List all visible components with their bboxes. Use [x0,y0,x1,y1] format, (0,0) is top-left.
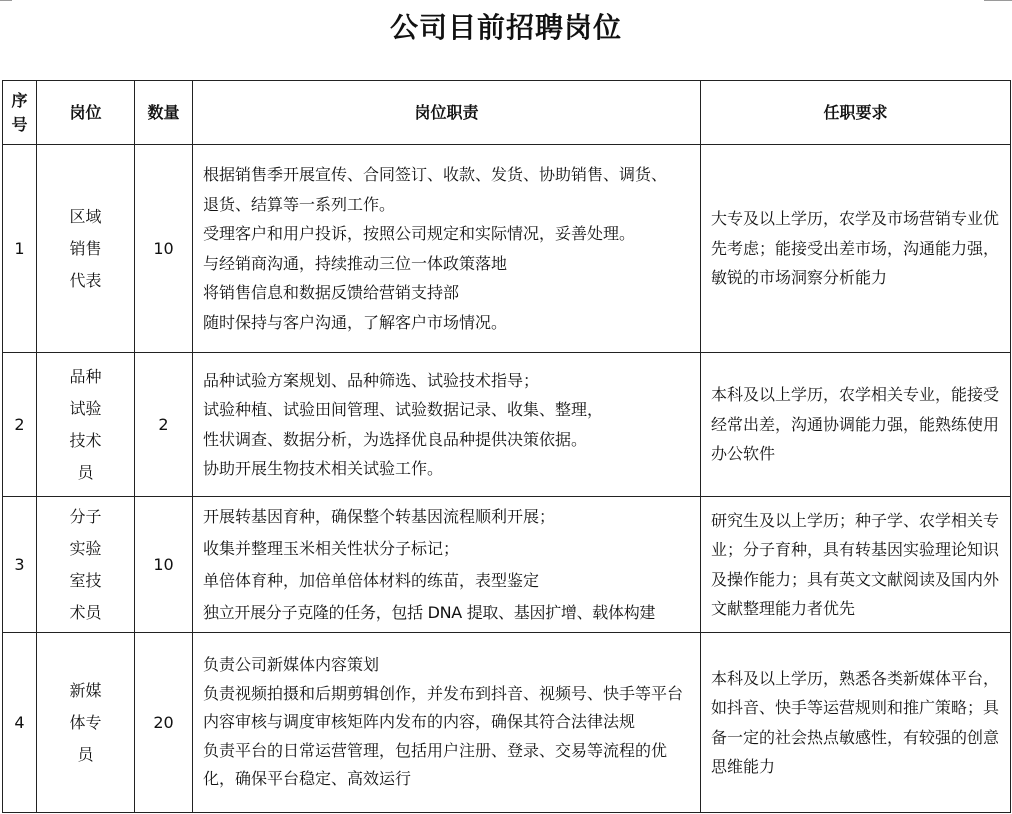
row-position: 新媒体专员 [37,633,135,813]
duty-line: 内容审核与调度审核矩阵内发布的内容，确保其符合法律法规 [203,712,636,732]
row-count: 10 [135,497,193,633]
row-duties [193,633,701,813]
duty-line: 负责公司新媒体内容策划 [203,655,380,675]
row-position: 分子实验室技术员 [37,497,135,633]
duty-line: 独立开展分子克隆的任务，包括 DNA 提取、基因扩增、载体构建 [203,602,656,622]
header-requirements: 任职要求 [701,81,1011,145]
header-index: 序 号 [3,81,37,145]
duty-line: 负责平台的日常运营管理，包括用户注册、登录、交易等流程的优化，确保平台稳定、高效运行 [203,740,668,789]
header-duties: 岗位职责 [193,81,701,145]
table-row [3,633,1011,813]
duty-line: 退货、结算等一系列工作。 [203,194,396,214]
duty-line: 开展转基因育种，确保整个转基因流程顺利开展； [203,506,556,526]
table-row [3,145,1011,353]
duty-line: 性状调查、数据分析，为选择优良品种提供决策依据。 [203,429,588,449]
row-count: 20 [135,633,193,813]
duty-line: 试验种植、试验田间管理、试验数据记录、收集、整理， [203,400,604,419]
table-row [3,497,1011,633]
duty-line: 收集并整理玉米相关性状分子标记； [203,538,460,558]
row-duties [193,497,701,633]
duty-line: 负责视频拍摄和后期剪辑创作，并发布到抖音、视频号、快手等平台 [203,683,684,703]
duty-line: 根据销售季开展宣传、合同签订、收款、发货、协助销售、调货、 [203,165,668,184]
page-corner-mark-right [984,0,1012,1]
row-requirements: 大专及以上学历，农学及市场营销专业优先考虑；能接受出差市场，沟通能力强，敏锐的市场洞察分析能力 [701,145,1011,353]
duty-line: 受理客户和用户投诉，按照公司规定和实际情况，妥善处理。 [203,224,636,243]
row-position: 品种试验技术员 [37,353,135,497]
header-count: 数量 [135,81,193,145]
row-duties [193,353,701,497]
row-index: 2 [3,353,37,497]
row-count: 10 [135,145,193,353]
row-index: 1 [3,145,37,353]
duty-line: 将销售信息和数据反馈给营销支持部 [203,283,460,302]
recruitment-table [2,80,1011,813]
row-count: 2 [135,353,193,497]
duty-line: 与经销商沟通，持续推动三位一体政策落地 [203,253,508,273]
row-requirements: 本科及以上学历，农学相关专业，能接受经常出差，沟通协调能力强，能熟练使用办公软件 [701,353,1011,497]
row-requirements: 研究生及以上学历；种子学、农学相关专业；分子育种，具有转基因实验理论知识及操作能力；具有英文文献阅读及国内外文献整理能力者优先 [701,497,1011,633]
row-requirements: 本科及以上学历，熟悉各类新媒体平台，如抖音、快手等运营规则和推广策略；具备一定的社会热点敏感性，有较强的创意思维能力 [701,633,1011,813]
row-index: 3 [3,497,37,633]
page-corner-mark-left [0,0,12,1]
table-header-row [3,81,1011,145]
table-row [3,353,1011,497]
duty-line: 品种试验方案规划、品种筛选、试验技术指导； [203,370,540,390]
duty-line: 随时保持与客户沟通，了解客户市场情况。 [203,312,508,332]
row-position: 区域销售代表 [37,145,135,353]
duty-line: 协助开展生物技术相关试验工作。 [203,459,444,478]
page-title: 公司目前招聘岗位 [389,11,622,44]
header-position: 岗位 [37,81,135,145]
row-index: 4 [3,633,37,813]
duty-line: 单倍体育种，加倍单倍体材料的练苗，表型鉴定 [203,570,540,590]
row-duties [193,145,701,353]
